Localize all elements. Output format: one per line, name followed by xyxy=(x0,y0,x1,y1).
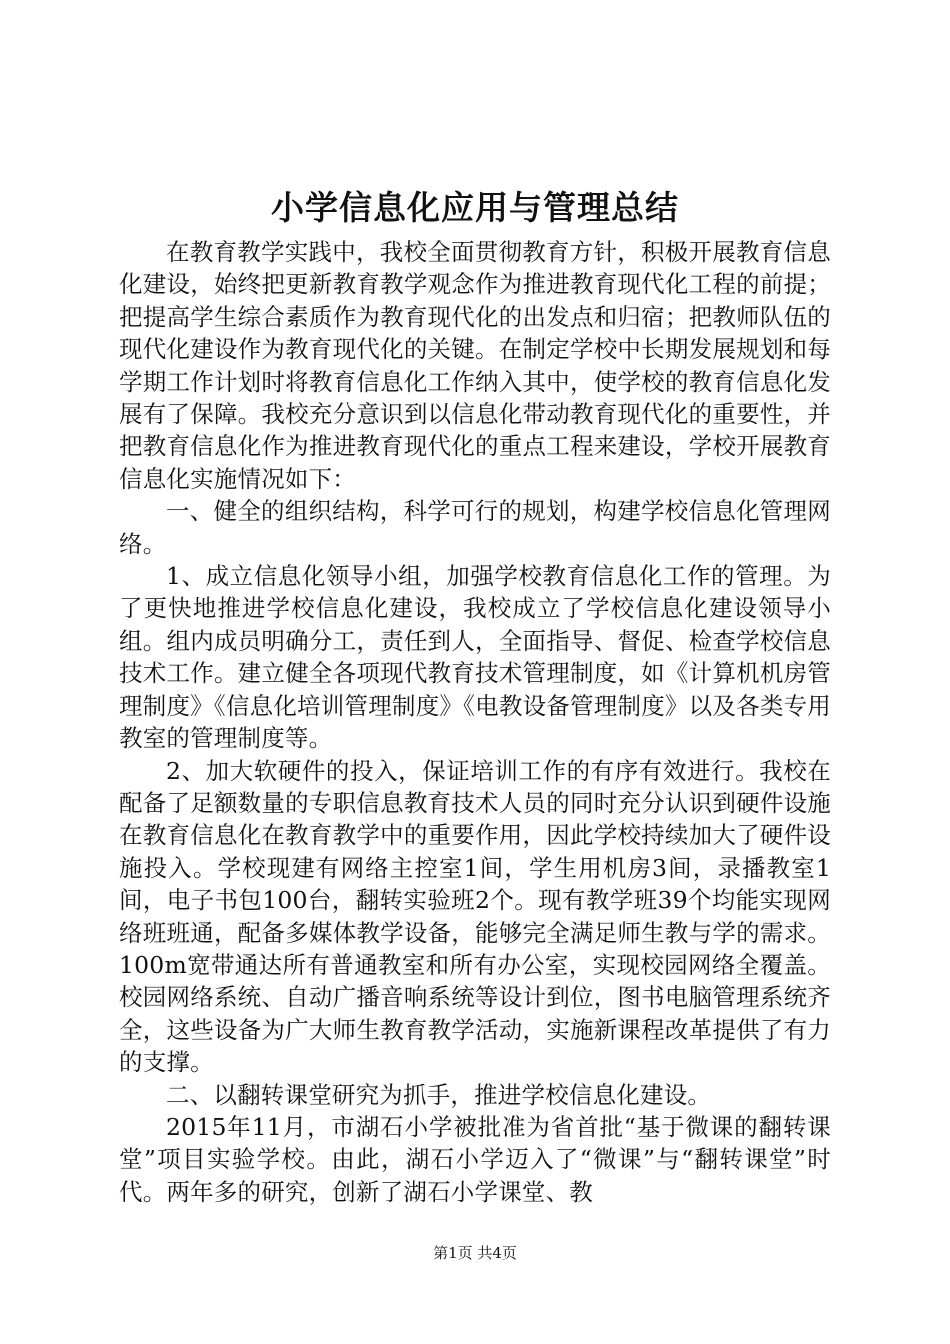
paragraph-item-1: 1、成立信息化领导小组，加强学校教育信息化工作的管理。为了更快地推进学校信息化建设，我校成立了学校信息化建设领导小组。组内成员明确分工，责任到人，全面指导、督促、检查学校信息技术工作。建立健全各项现代教育技术管理制度，如《计算机机房管理制度》《信息化培训管理制度》《电教设备管理制度》以及各类专用教室的管理制度等。 xyxy=(119,562,831,753)
paragraph-section-1-heading: 一、健全的组织结构，科学可行的规划，构建学校信息化管理网络。 xyxy=(119,497,831,558)
paragraph-item-2: 2、加大软硬件的投入，保证培训工作的有序有效进行。我校在配备了足额数量的专职信息教育技术人员的同时充分认识到硬件设施在教育信息化在教育教学中的重要作用，因此学校持续加大了硬件设施投入。学校现建有网络主控室1间，学生用机房3间，录播教室1间，电子书包100台，翻转实验班2个。现有教学班39个均能实现网络班班通，配备多媒体教学设备，能够完全满足师生教与学的需求。100m宽带通达所有普通教室和所有办公室，实现校园网络全覆盖。校园网络系统、自动广播音响系统等设计到位，图书电脑管理系统齐全，这些设备为广大师生教育教学活动，实施新课程改革提供了有力的支撑。 xyxy=(119,756,831,1077)
page-footer: 第1页 共4页 xyxy=(433,1244,517,1262)
paragraph-section-2-heading: 二、以翻转课堂研究为抓手，推进学校信息化建设。 xyxy=(166,1080,712,1109)
paragraph-2015: 2015年11月，市湖石小学被批准为省首批“基于微课的翻转课堂”项目实验学校。由此，湖石小学迈入了“微课”与“翻转课堂”时代。两年多的研究，创新了湖石小学课堂、教 xyxy=(119,1112,831,1206)
document-body xyxy=(119,236,831,1208)
document-title: 小学信息化应用与管理总结 xyxy=(271,188,679,227)
paragraph-intro: 在教育教学实践中，我校全面贯彻教育方针，积极开展教育信息化建设，始终把更新教育教学观念作为推进教育现代化工程的前提；把提高学生综合素质作为教育现代化的出发点和归宿；把教师队伍的现代化建设作为教育现代化的关键。在制定学校中长期发展规划和每学期工作计划时将教育信息化工作纳入其中，使学校的教育信息化发展有了保障。我校充分意识到以信息化带动教育现代化的重要性，并把教育信息化作为推进教育现代化的重点工程来建设，学校开展教育信息化实施情况如下： xyxy=(119,238,831,493)
